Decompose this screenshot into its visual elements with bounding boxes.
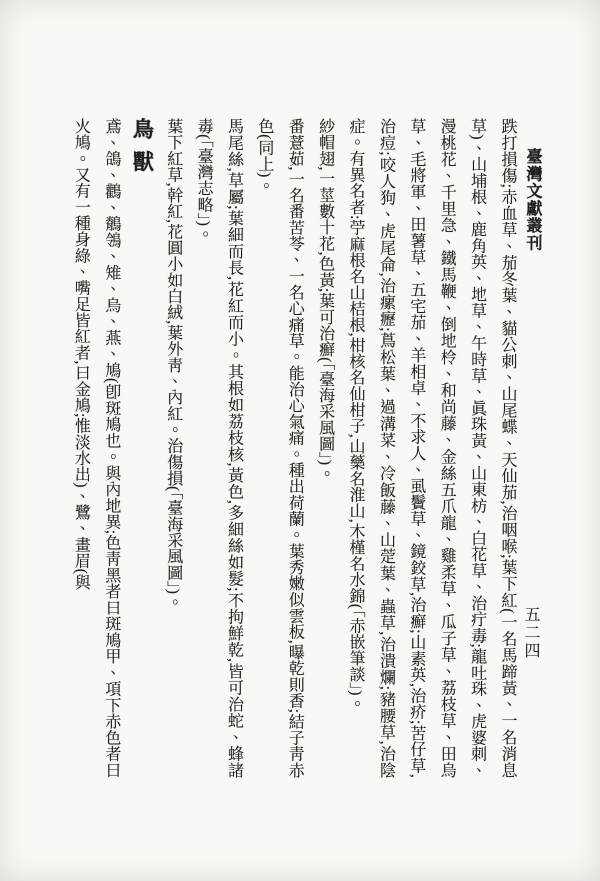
paragraph-herb-list: 跌打損傷;赤血草、茄冬葉、貓公刺、山尾蝶、天仙茄,治咽喉;葉下紅(一名馬蹄黃、一名消息草)、山埔根、鹿角英、地草、午時草、眞珠黃、山東枋、白花草、治疔毒;龍吐珠、虎婆刺、漫桃花、千里急、鐵馬鞭、倒地柃、和尚藤、金絲五爪龍、雞柔草、瓜子草、荔枝草、田烏草、毛將軍、田薯草、五宅茄、羊相卓、不求人、虱鬢草、鏡鉸草,治癬;山素英,治疥;苦仔草,治痘;咬人狗、虎尾侖,治瘰癧;蔦松葉、過溝菜、冷飯藤、山萣葉、蟲草,治潰爛;豬腰草,治陰症。有異名者:苧麻根名山桔根,柑核名仙柑子,山藥名淮山,木槿名水錦(「赤嵌筆談」)。: [347, 118, 516, 778]
running-title: 臺灣文獻叢刊: [524, 148, 541, 252]
paragraph-yexiahongcao: 葉下紅草,幹紅,花圓小如白絨,葉外靑、內紅。治傷損(「臺海采風圖」)。: [164, 118, 182, 611]
paragraph-shamaochi: 紗帽翅,一莖數十花,色黃;葉可治癬(「臺海采風圖」)。: [316, 118, 334, 482]
paragraph-fanyiru: 番薏茹,一名番苦苓、一名心痛草。能治心氣痛。種出荷蘭。葉秀嫩似雲板,曝乾則香;結子靑赤色(同上)。: [255, 118, 304, 778]
paragraph-birds: 鳶、鴿、鸛、鶺鴒、雉、烏、燕、鳩(卽斑鳩也。與內地異;色靑黑者曰斑鳩甲、項下赤色者曰火鳩。又有一種身綠、嘴足皆紅者,曰金鳩;惟淡水出)、鷺、畫眉(與: [72, 118, 120, 778]
paragraph-maweisi: 馬尾絲,草屬;葉細而長,花紅而小。其根如荔枝核,黃色,多細絲如髮;不拘鮮乾,皆可治蛇、蜂諸毒(「臺灣志略」)。: [195, 118, 243, 778]
body-text-block: [65, 118, 522, 778]
section-heading-birds-beasts: 鳥獸: [130, 118, 155, 184]
page-number: 五二四: [522, 606, 539, 660]
